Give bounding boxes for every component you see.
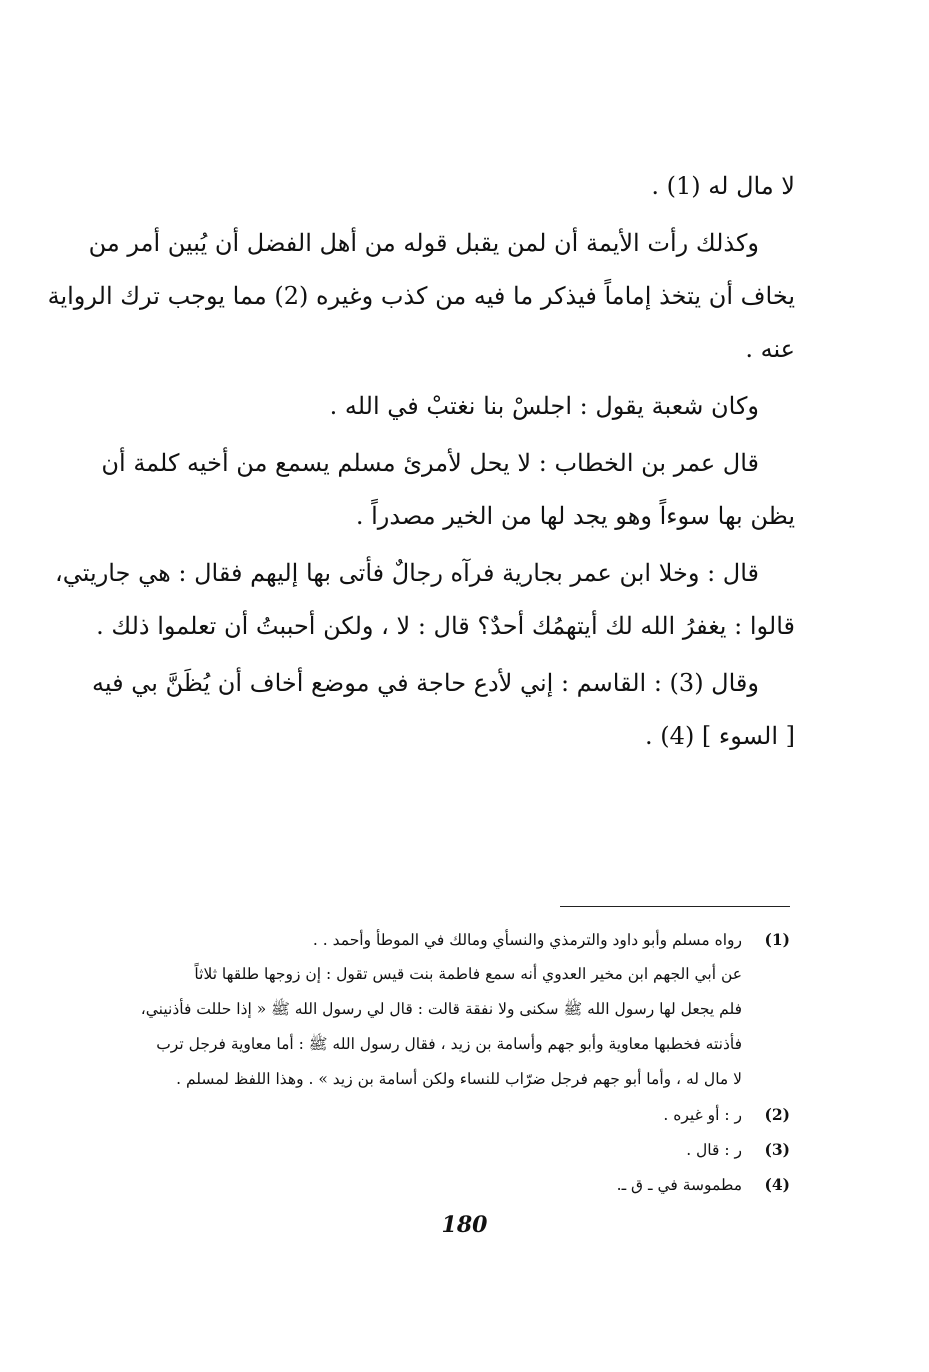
- footnote-line: [118, 1167, 790, 1202]
- footnote-line: [118, 1132, 790, 1167]
- footnote-line: عن أبي الجهم ابن مخير العدوي أنه سمع فاطمة بنت قيس تقول : إن زوجها طلقها ثلاثاً: [194, 965, 742, 983]
- text-line: لا مال له (1) .: [651, 172, 795, 200]
- text-line: وقال (3) : القاسم : إني لأدع حاجة في موضع أخاف أن يُظَنَّ بي فيه: [92, 669, 759, 697]
- text-line: [ السوء ] (4) .: [645, 722, 795, 750]
- footnote-line: [118, 922, 790, 957]
- footnote-text: ر : قال .: [686, 1141, 742, 1159]
- text-line: وكذلك رأت الأيمة أن لمن يقبل قوله من أهل الفضل أن يُبين أمر من: [88, 229, 759, 257]
- text-line: يخاف أن يتخذ إماماً فيذكر ما فيه من كذب وغيره (2) مما يوجب ترك الرواية: [47, 282, 795, 310]
- footnote-line: لا مال له ، وأما أبو جهم فرجل ضرّاب للنساء ولكن أسامة بن زيد » . وهذا اللفظ لمسلم .: [176, 1070, 742, 1088]
- footnote-text: ر : أو غيره .: [663, 1106, 742, 1124]
- footnote-number: (3): [764, 1140, 790, 1159]
- text-line: وكان شعبة يقول : اجلسْ بنا نغتبْ في الله .: [329, 392, 759, 420]
- footnote-number: (2): [764, 1105, 790, 1124]
- footnote-divider: [560, 906, 790, 907]
- footnotes: [118, 922, 790, 1202]
- footnote-text: رواه مسلم وأبو داود والترمذي والنسأي ومالك في الموطأ وأحمد . .: [312, 931, 742, 949]
- footnote-line: فلم يجعل لها رسول الله ﷺ سكنى ولا نفقة قالت : قال لي رسول الله ﷺ « إذا حللت فأذنيني،: [140, 1000, 742, 1018]
- text-line: قال عمر بن الخطاب : لا يحل لأمرئ مسلم يسمع من أخيه كلمة أن: [101, 449, 759, 477]
- paragraph-3: [120, 380, 795, 433]
- main-text: [47, 160, 795, 763]
- paragraph-6: [92, 657, 795, 763]
- page-number: 180: [441, 1212, 488, 1238]
- footnote-line: [118, 1097, 790, 1132]
- footnote-number: (1): [764, 930, 790, 949]
- footnote-line: فأذنته فخطبها معاوية وأبو جهم وأسامة بن زيد ، فقال رسول الله ﷺ : أما معاوية فرجل ترب: [156, 1035, 742, 1053]
- paragraph-5: [55, 547, 795, 653]
- text-line: يظن بها سوءاً وهو يجد لها من الخير مصدراً .: [355, 502, 795, 530]
- paragraph-1: [120, 160, 795, 213]
- text-line: عنه .: [745, 335, 795, 363]
- text-line: قالوا : يغفرُ الله لك أيتهمُك أحدٌ؟ قال : لا ، ولكن أحببتُ أن تعلموا ذلك .: [96, 612, 795, 640]
- paragraph-2: [47, 217, 795, 376]
- paragraph-4: [101, 437, 795, 543]
- text-line: قال : وخلا ابن عمر بجارية فرآه رجالٌ فأتى بها إليهم فقال : هي جاريتي،: [55, 559, 759, 587]
- footnote-number: (4): [764, 1175, 790, 1194]
- footnote-text: مطموسة في ـ ق ـ.: [616, 1176, 742, 1194]
